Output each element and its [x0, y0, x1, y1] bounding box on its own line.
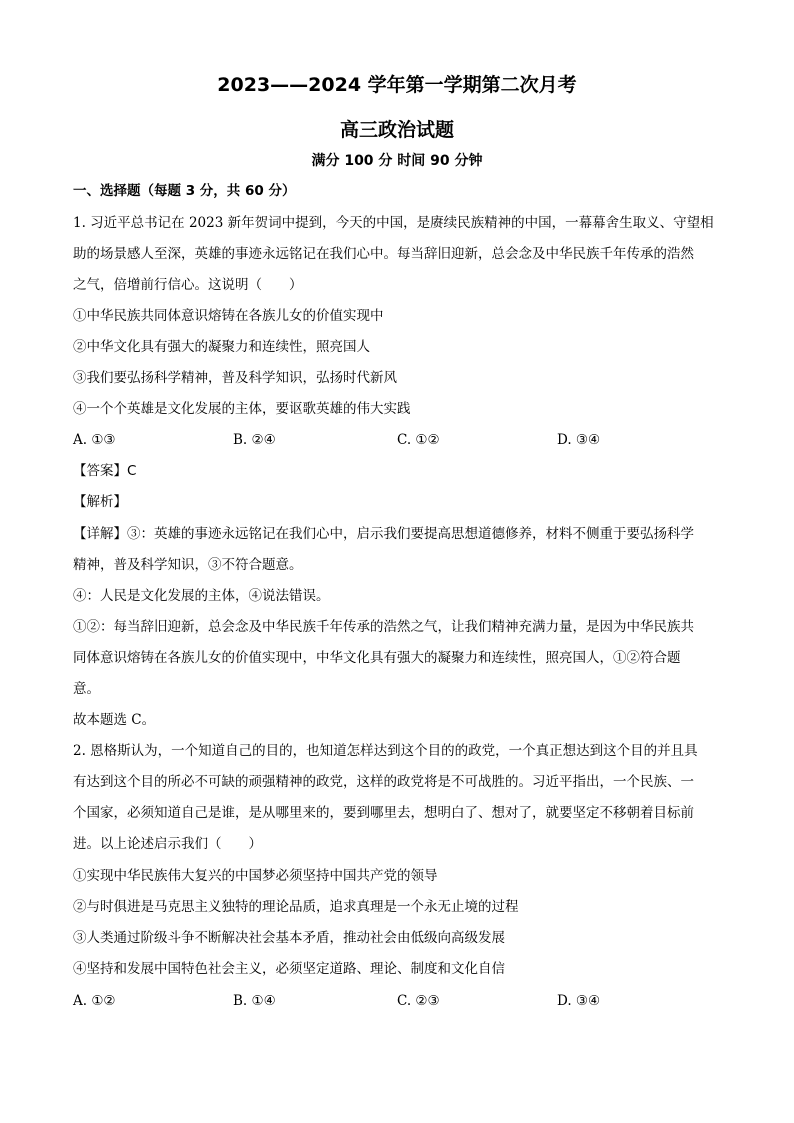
q2-stem-line: 2. 恩格斯认为，一个知道自己的目的，也知道怎样达到这个目的的政党，一个真正想达到这个目的并且具	[73, 743, 698, 759]
exam-subject: 高三政治试题	[339, 119, 454, 141]
q1-detail-line: 精神，普及科学知识，③不符合题意。	[73, 557, 303, 573]
q2-stem-line: 有达到这个目的所必不可缺的顽强精神的政党，这样的政党将是不可战胜的。习近平指出，一个民族、一	[73, 774, 694, 790]
q1-detail-line: ④：人民是文化发展的主体，④说法错误。	[73, 588, 330, 604]
q2-item: ①实现中华民族伟大复兴的中国梦必须坚持中国共产党的领导	[73, 868, 438, 884]
q1-option-d: D. ③④	[557, 432, 601, 448]
q1-option-b: B. ②④	[233, 432, 276, 448]
section-heading: 一、选择题（每题 3 分，共 60 分）	[73, 183, 296, 199]
q2-option-a: A. ①②	[73, 993, 116, 1009]
q1-item: ①中华民族共同体意识熔铸在各族儿女的价值实现中	[73, 308, 384, 324]
q2-option-c: C. ②③	[397, 993, 440, 1009]
q1-stem-line: 1. 习近平总书记在 2023 新年贺词中提到，今天的中国，是赓续民族精神的中国，一幕幕舍生取义、守望相	[73, 215, 714, 231]
q1-stem-line: 助的场景感人至深，英雄的事迹永远铭记在我们心中。每当辞旧迎新，总会念及中华民族千年传承的浩然	[73, 246, 694, 262]
q1-answer: 【答案】C	[73, 463, 137, 479]
q1-stem-line: 之气，倍增前行信心。这说明（ ）	[73, 277, 303, 293]
q2-item: ②与时俱进是马克思主义独特的理论品质，追求真理是一个永无止境的过程	[73, 899, 519, 915]
q1-detail-line: 故本题选 C。	[73, 712, 156, 728]
q1-detail-line: 同体意识熔铸在各族儿女的价值实现中，中华文化具有强大的凝聚力和连续性，照亮国人，①②符合题	[73, 650, 681, 666]
exam-info: 满分 100 分 时间 90 分钟	[311, 153, 483, 169]
q2-option-b: B. ①④	[233, 993, 276, 1009]
q1-item: ④一个个英雄是文化发展的主体，要讴歌英雄的伟大实践	[73, 401, 411, 417]
q1-item: ②中华文化具有强大的凝聚力和连续性，照亮国人	[73, 339, 370, 355]
exam-title: 2023——2024 学年第一学期第二次月考	[217, 74, 577, 96]
q1-analysis-label: 【解析】	[73, 494, 127, 510]
q2-item: ③人类通过阶级斗争不断解决社会基本矛盾，推动社会由低级向高级发展	[73, 930, 505, 946]
q1-detail-line: 意。	[73, 681, 100, 697]
q1-option-a: A. ①③	[73, 432, 116, 448]
q2-stem-line: 个国家，必须知道自己是谁，是从哪里来的，要到哪里去，想明白了、想对了，就要坚定不移朝着目标前	[73, 805, 694, 821]
q1-option-c: C. ①②	[397, 432, 440, 448]
q1-detail-line: ①②：每当辞旧迎新，总会念及中华民族千年传承的浩然之气，让我们精神充满力量，是因为中华民族共	[73, 619, 694, 635]
q2-stem-line: 进。以上论述启示我们（ ）	[73, 836, 262, 852]
q1-detail-line: 【详解】③：英雄的事迹永远铭记在我们心中，启示我们要提高思想道德修养，材料不侧重于要弘扬科学	[73, 526, 694, 542]
q2-item: ④坚持和发展中国特色社会主义，必须坚定道路、理论、制度和文化自信	[73, 961, 505, 977]
q2-option-d: D. ③④	[557, 993, 601, 1009]
q1-item: ③我们要弘扬科学精神，普及科学知识，弘扬时代新风	[73, 370, 397, 386]
